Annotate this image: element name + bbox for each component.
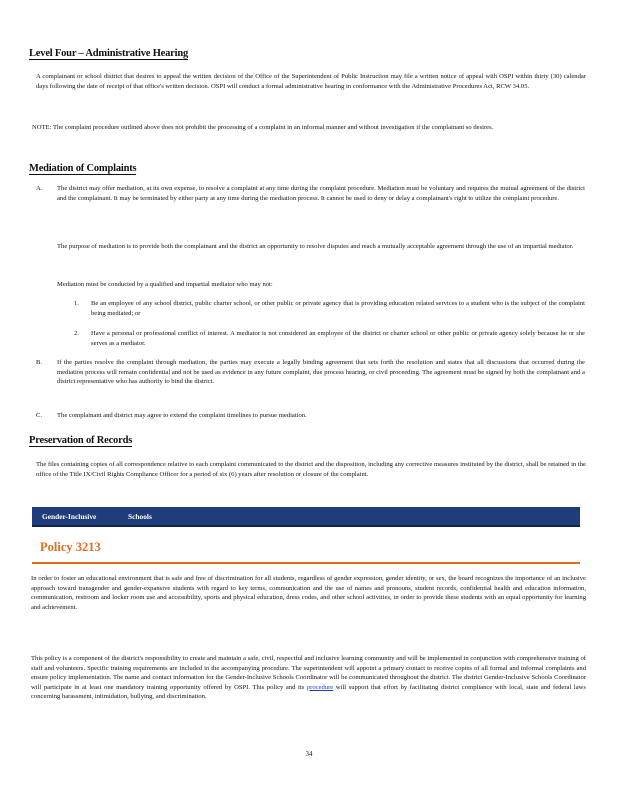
- mediation-item-b-text: If the parties resolve the complaint through mediation, the parties may execute a legally binding agreement that sets forth the resolution and states that all discussions that occurred during the mediation process will remain confidential and not be used as evidence in any future complaint, due process hearing, or civil proceeding. The agreement must be signed by both the complainant and a district representative who has authority to bind the district.: [57, 359, 585, 386]
- gender-inclusive-paragraph-1: In order to foster an educational environment that is safe and free of discrimination for all students, regardless of gender expression, gender identity, or sex, the board recognizes the importance of an inclusive approach toward transgender and gender-expansive students with regard to key terms, communication and the use of names and pronouns, student records, confidential health and education information, communication, restroom and locker room use and accessibility, sports and physical education, dress codes, and other school activities, in order to provide these students with an equal opportunity for learning and achievement.: [31, 575, 586, 611]
- mediation-qualified: Mediation must be conducted by a qualified and impartial mediator who may not:: [57, 281, 273, 288]
- section-banner: [32, 507, 580, 527]
- level-four-heading: [29, 48, 188, 60]
- mediation-item-a-label: A.: [36, 185, 43, 192]
- mediation-sub1-label: 1.: [74, 300, 79, 307]
- mediation-purpose: The purpose of mediation is to provide both the complainant and the district an opportunity to resolve disputes and reach a mutually acceptable agreement through the use of an impartial mediator.: [57, 243, 574, 250]
- gender-inclusive-paragraph-2: [31, 654, 586, 702]
- preservation-body: The files containing copies of all correspondence relative to each complaint communicated to the district and the disposition, including any corrective measures instituted by the district, shall be retained in the office of the Title IX/Civil Rights Compliance Officer for a period of six (6) years after resolution or closure of the complaint.: [36, 461, 586, 478]
- mediation-heading: [29, 163, 136, 175]
- mediation-sub2-label: 2.: [74, 330, 79, 337]
- level-four-heading-text: Level Four – Administrative Hearing: [29, 48, 189, 59]
- mediation-heading-text: Mediation of Complaints: [29, 163, 137, 174]
- policy-title: Policy 3213: [40, 540, 101, 554]
- banner-left-label: Gender-Inclusive: [42, 512, 97, 521]
- mediation-item-a-text: The district may offer mediation, at its own expense, to resolve a complaint at any time during the complaint procedure. Mediation must be voluntary and requires the mutual agreement of the district and the complainant. It may be terminated by either party at any time during the mediation process. It cannot be used to deny or delay a complainant's right to utilize the complaint procedure.: [57, 185, 585, 202]
- level-four-note: NOTE: The complaint procedure outlined above does not prohibit the processing of a complaint in an informal manner and without investigation if the complainant so desires.: [32, 124, 494, 131]
- policy-divider: [32, 562, 580, 564]
- preservation-heading: [29, 435, 132, 447]
- paragraph-2-text-after: will support that effort by facilitating district compliance with local, state and federal laws concerning harassment, intimidation, bullying, and discrimination.: [31, 683, 586, 701]
- mediation-sub2-text: Have a personal or professional conflict of interest. A mediator is not considered an employee of the district or charter school or other public or private agency solely because he or she serves as a mediator.: [91, 330, 585, 347]
- paragraph-2-text-before: This policy is a component of the district's responsibility to create and maintain a safe, civil, respectful and inclusive learning community and will be implemented in conjunction with comprehensive training of staff and volunteers. Specific training requirements are included in the accompanying procedure. The superintendent will appoint a primary contact to receive copies of all formal and informal complaints and ensure policy implementation. The name and contact information for the Gender-Inclusive Schools Coordinator will be communicated throughout the district. The district Gender-Inclusive Schools Coordinator will participate in at least one mandatory training opportunity offered by OSPI. This policy and its: [31, 655, 586, 691]
- mediation-item-c-label: C.: [36, 412, 43, 419]
- mediation-sub1-text: Be an employee of any school district, public charter school, or other public or private agency that is providing education related services to a student who is the subject of the complaint being mediated; or: [91, 300, 585, 317]
- banner-right-label: Schools: [128, 512, 152, 521]
- mediation-item-b-label: B.: [36, 359, 43, 366]
- page-number: 34: [305, 750, 313, 758]
- preservation-heading-text: Preservation of Records: [29, 435, 133, 446]
- procedure-link[interactable]: procedure: [306, 683, 334, 691]
- level-four-body: A complainant or school district that desires to appeal the written decision of the Office of the Superintendent of Public Instruction may file a written notice of appeal with OSPI within thirty (30) calendar days following the date of receipt of that office's written decision. OSPI will conduct a formal administrative hearing in conformance with the Administrative Procedures Act, RCW 34.05.: [36, 73, 586, 90]
- mediation-item-c-text: The complainant and district may agree to extend the complaint timelines to pursue mediation.: [57, 412, 307, 419]
